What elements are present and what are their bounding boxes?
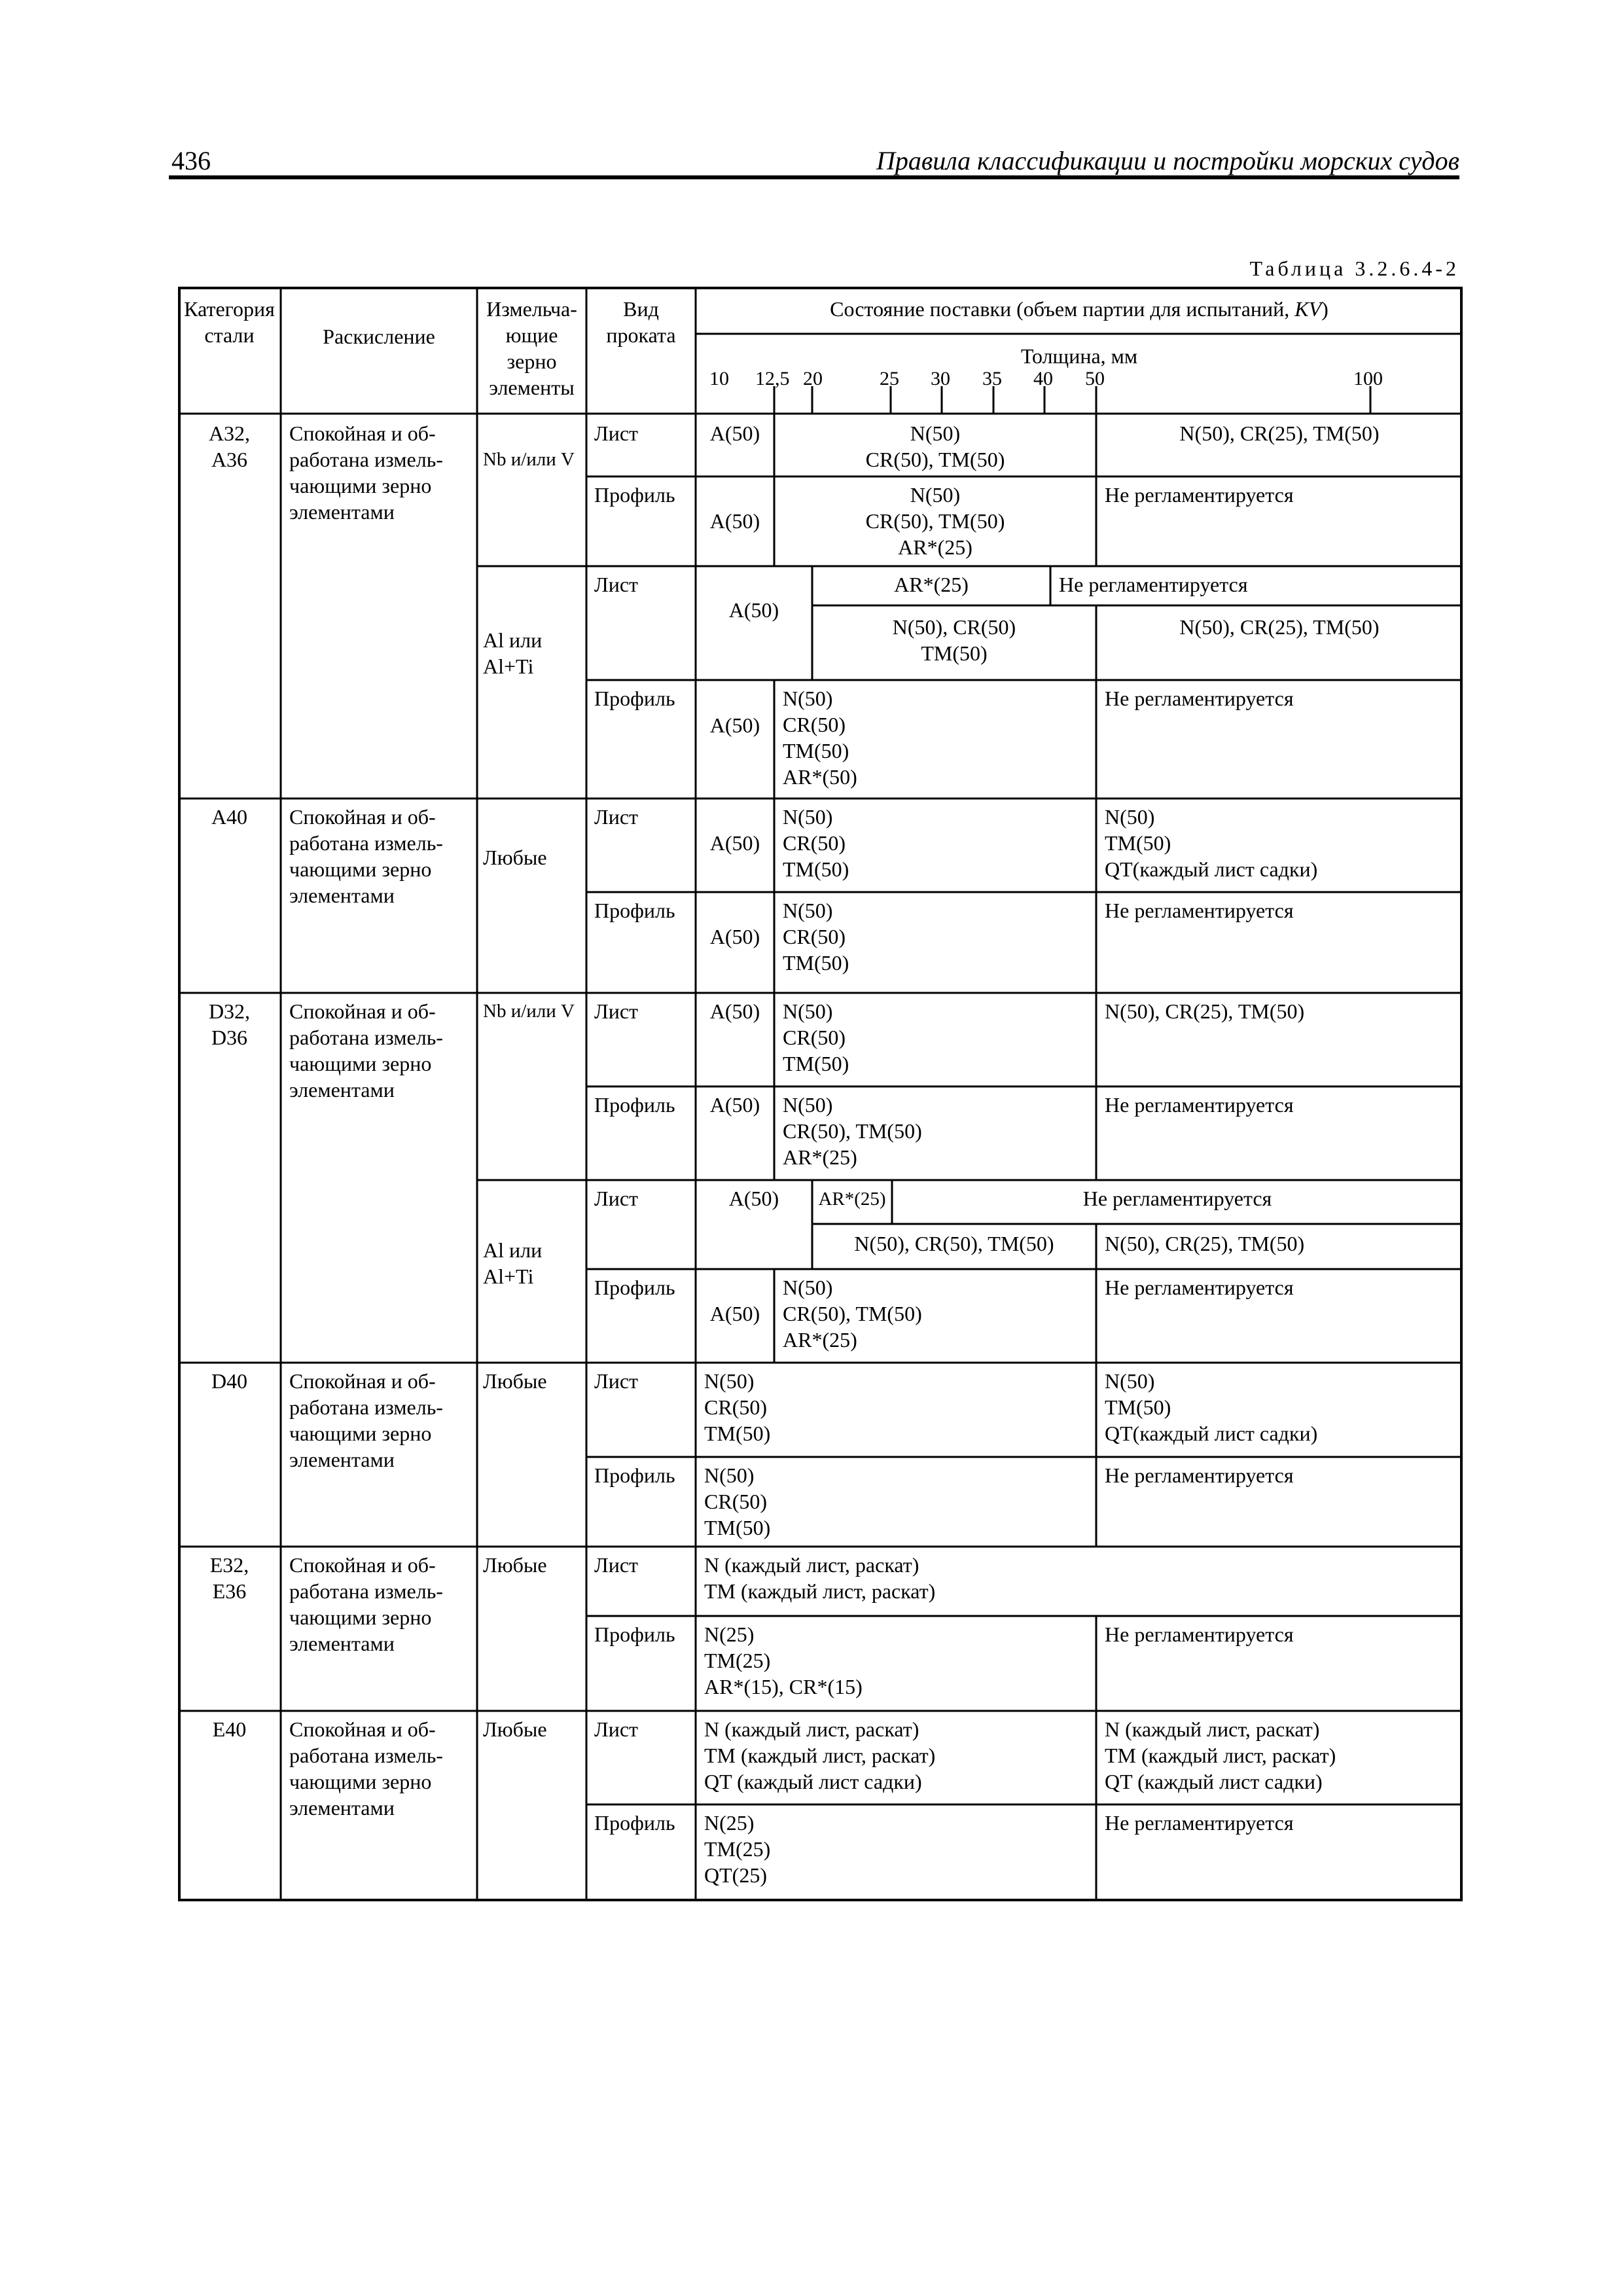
product-type-cell: Профиль [594,1093,675,1117]
table-caption: Таблица 3.2.6.4-2 [1249,257,1459,280]
deoxidation-cell: Спокойная и об- работана измель- чающими зерно элементами [289,1717,443,1820]
grain-cell: Nb и/или V [483,449,575,470]
product-type-cell: Лист [594,999,639,1023]
delivery-cell: A(50) [709,999,760,1023]
delivery-cell: N(50) TM(50) QT(каждый лист садки) [1105,1369,1318,1445]
kv-symbol: KV [1294,297,1322,321]
header-delivery-condition: Состояние поставки (объем партии для испытаний, KV) [830,297,1329,321]
header-thickness: Толщина, мм [1020,344,1138,368]
delivery-cell: N(25) TM(25) AR*(15), CR*(15) [704,1623,863,1698]
tick-label: 30 [931,368,950,389]
delivery-conditions-table [178,287,1463,1901]
category-cell: Е32, Е36 [209,1553,249,1603]
product-type-cell: Профиль [594,1623,675,1646]
product-type-cell: Лист [594,805,639,829]
grain-cell: Nb и/или V [483,1001,575,1022]
product-type-cell: Профиль [594,483,675,507]
delivery-cell: N(50) CR(50), TM(50) AR*(25) [783,1093,922,1169]
delivery-cell: N(50), CR(25), TM(50) [1179,422,1380,445]
product-type-cell: Профиль [594,1276,675,1299]
category-cell: А40 [211,805,248,829]
delivery-cell: Не регламентируется [1105,687,1294,710]
product-type-cell: Лист [594,1553,639,1577]
delivery-cell: N(50) CR(50), TM(50) AR*(25) [783,1276,922,1352]
grain-cell: Al или Al+Ti [483,1238,543,1288]
category-cell: А32, А36 [208,422,251,471]
header-grain-refining: Измельча- ющие зерно элементы [486,297,577,399]
delivery-cell: N(50) CR(50), TM(50) [865,422,1005,471]
delivery-cell: A(50) [709,1093,760,1117]
delivery-cell: Не регламентируется [1105,1623,1294,1646]
delivery-cell: N (каждый лист, раскат) TM (каждый лист, раскат) QT (каждый лист садки) [704,1717,936,1793]
delivery-cell: N(50), CR(25), TM(50) [1105,999,1305,1023]
running-title: Правила классификации и постройки морских судов [876,146,1459,175]
delivery-cell: A(50) [709,1302,760,1325]
tick-label: 25 [880,368,899,389]
delivery-cell: N(50) TM(50) QT(каждый лист садки) [1105,805,1318,881]
category-cell: D32, D36 [208,999,251,1049]
delivery-cell: AR*(25) [818,1189,886,1210]
delivery-cell: AR*(25) [894,573,969,596]
delivery-cell: Не регламентируется [1105,899,1294,922]
delivery-cell: N(50) CR(50) TM(50) AR*(50) [783,687,857,789]
delivery-cell: N(50), CR(50), TM(50) [854,1232,1054,1255]
tick-label: 50 [1085,368,1105,389]
delivery-cell: N(50) CR(50) TM(50) [704,1463,771,1539]
delivery-cell: A(50) [709,509,760,533]
delivery-cell: A(50) [728,598,779,622]
header-rule [169,175,1459,179]
deoxidation-cell: Спокойная и об- работана измель- чающими зерно элементами [289,1553,443,1655]
deoxidation-cell: Спокойная и об- работана измель- чающими зерно элементами [289,999,443,1102]
tick-label: 20 [803,368,823,389]
delivery-cell: Не регламентируется [1082,1187,1272,1210]
product-type-cell: Профиль [594,1811,675,1835]
delivery-cell: A(50) [709,925,760,948]
header-category: Категория стали [184,297,275,347]
grain-cell: Al или Al+Ti [483,628,543,678]
product-type-cell: Профиль [594,687,675,710]
product-type-cell: Лист [594,573,639,596]
delivery-cell: A(50) [709,422,760,445]
delivery-cell: N(50) CR(50), TM(50) AR*(25) [865,483,1005,559]
delivery-cell: N(50) CR(50) TM(50) [704,1369,771,1445]
category-cell: Е40 [212,1717,247,1741]
delivery-cell: N (каждый лист, раскат) TM (каждый лист, раскат) QT (каждый лист садки) [1105,1717,1336,1793]
tick-label: 100 [1353,368,1383,389]
deoxidation-cell: Спокойная и об- работана измель- чающими зерно элементами [289,1369,443,1471]
grain-cell: Любые [483,1369,547,1393]
tick-label: 35 [982,368,1002,389]
delivery-cell: A(50) [728,1187,779,1210]
delivery-cell: Не регламентируется [1105,1463,1294,1487]
delivery-cell: N (каждый лист, раскат) TM (каждый лист, раскат) [704,1553,936,1603]
product-type-cell: Профиль [594,1463,675,1487]
delivery-cell: A(50) [709,713,760,737]
delivery-cell: Не регламентируется [1105,1276,1294,1299]
product-type-cell: Профиль [594,899,675,922]
grain-cell: Любые [483,1717,547,1741]
product-type-cell: Лист [594,1187,639,1210]
delivery-cell: N(50), CR(25), TM(50) [1105,1232,1305,1255]
header-product-type: Вид проката [606,297,676,347]
product-type-cell: Лист [594,1369,639,1393]
tick-label: 40 [1033,368,1053,389]
tick-label: 10 [709,368,729,389]
delivery-cell: N(50) CR(50) TM(50) [783,999,849,1075]
delivery-cell: N(50) CR(50) TM(50) [783,899,849,975]
tick-label: 12,5 [755,368,790,389]
delivery-cell: N(50), CR(25), TM(50) [1179,615,1380,639]
delivery-cell: Не регламентируется [1105,1093,1294,1117]
product-type-cell: Лист [594,1717,639,1741]
product-type-cell: Лист [594,422,639,445]
deoxidation-cell: Спокойная и об- работана измель- чающими зерно элементами [289,805,443,907]
delivery-cell: N(50), CR(50) TM(50) [892,615,1016,665]
grain-cell: Любые [483,846,547,869]
page-number: 436 [171,146,211,175]
category-cell: D40 [211,1369,248,1393]
delivery-cell: N(25) TM(25) QT(25) [704,1811,771,1887]
header-deoxidation: Раскисление [323,325,435,348]
delivery-cell: A(50) [709,831,760,855]
grain-cell: Любые [483,1553,547,1577]
delivery-cell: Не регламентируется [1105,483,1294,507]
delivery-cell: Не регламентируется [1059,573,1248,596]
deoxidation-cell: Спокойная и об- работана измель- чающими зерно элементами [289,422,443,524]
delivery-cell: Не регламентируется [1105,1811,1294,1835]
delivery-cell: N(50) CR(50) TM(50) [783,805,849,881]
